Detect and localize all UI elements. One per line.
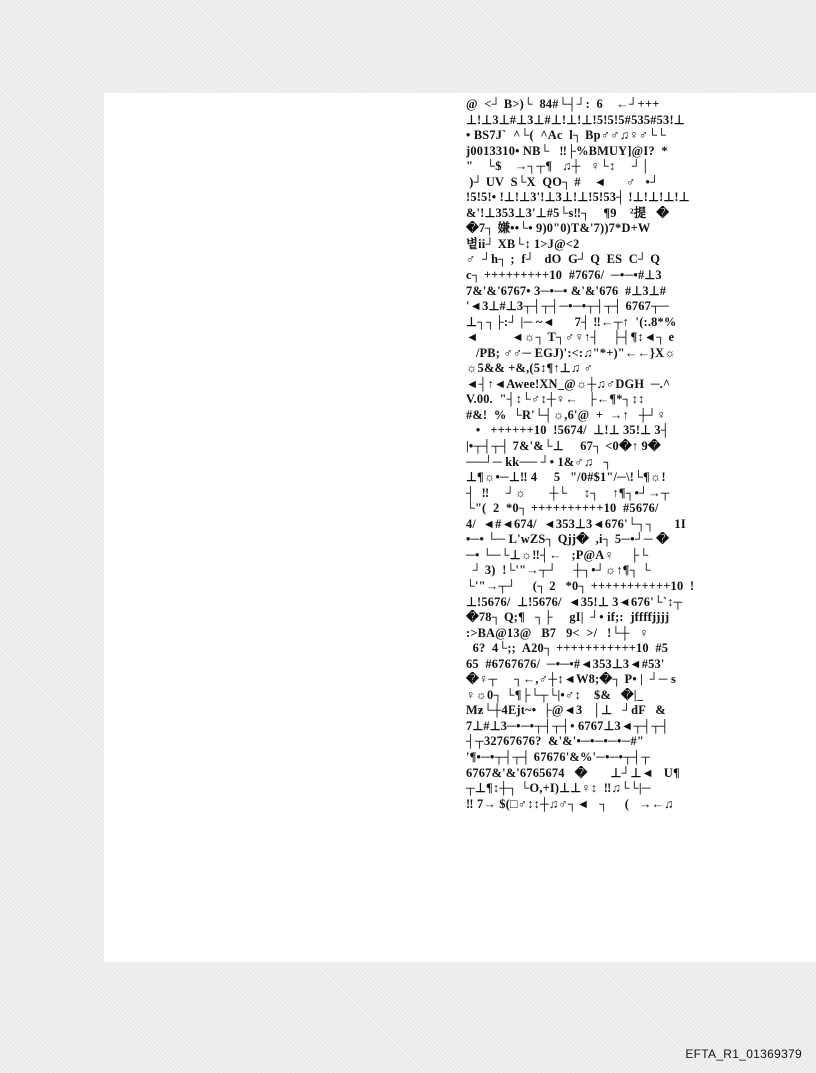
- text-line: ‼ 7→ $(□♂↕↕┼♫♂┐◄ ┐ ( →←♫: [466, 796, 674, 811]
- text-line: •─• └─ L'wZS┐ Qjj� ,i┐ 5─•┘─ �: [466, 532, 669, 547]
- garbled-text-column: [466, 97, 816, 812]
- text-line: ♀☼0┐ └¶├└┬└|•♂↕ $& �|_: [466, 687, 644, 702]
- text-line: �78┐ Q;¶ ┐├ gI| ┘• if;: jffffjjjj: [466, 610, 670, 625]
- text-line: ┤ ‼ ┘☼ ┼└ ↕┐ ↑¶┐•┘→┬: [466, 485, 670, 500]
- text-line: &'!⊥353⊥3'⊥#5└s‼┐ ¶9 ²提 �: [466, 205, 670, 220]
- text-line: ⊥!⊥3⊥#⊥3⊥#⊥!⊥!⊥!5!5!5#535#53!⊥: [466, 112, 685, 127]
- document-page: [104, 93, 816, 962]
- text-line: ⊥¶☼•─⊥‼ 4 5 "/0#$1"/─\!└¶☼!: [466, 470, 666, 485]
- text-line: ┘ 3) !└'"→┬┘ ┼┐•┘☼↑¶┐ └: [466, 563, 651, 578]
- text-line: 볕ii┘ XB└↕ 1>J@<2: [466, 236, 580, 251]
- text-line: 7&'&'6767• 3─•─• &'&'676 #⊥3⊥#: [466, 283, 667, 298]
- text-line: 6767&'&'6765674 � ⊥┘⊥◄ U¶: [466, 765, 680, 780]
- text-line: • ++++++10 !5674/ ⊥!⊥ 35!⊥ 3┤: [466, 423, 670, 438]
- text-line: #&! % └R'└┤☼,6'@ + →↑ ┼┘♀: [466, 407, 667, 422]
- text-line: 7⊥#⊥3─•─•┬┤┬┤• 6767⊥3◄┬┤┬┤: [466, 718, 670, 733]
- text-line: ♂ ┘h┐ ; f┘ dO G┘ Q ES C┘ Q: [466, 252, 661, 267]
- text-line: 6? 4└;; A20┐ +++++++++++10 #5: [466, 641, 669, 656]
- text-line: ☼5&& +&,(5↕¶↑⊥♫ ♂: [466, 361, 594, 376]
- text-line: c┐ +++++++++10 #7676/ ─•─•#⊥3: [466, 268, 662, 283]
- text-line: Mƶ└┼4Ejt~• ├@◄3 │⊥ ┘dF &: [466, 703, 666, 718]
- text-line: j0013310• NB└ ‼├%BMUY]@I? *: [466, 143, 668, 158]
- text-line: ──┘─ kk── ┘• 1&♂♫ ┐: [466, 454, 613, 469]
- bates-number: EFTA_R1_01369379: [685, 1047, 802, 1061]
- text-line: ┬⊥¶↕┼┐ └O,+I)⊥⊥♀↕ ‼♫└└|─: [466, 781, 651, 796]
- text-line: ◄ ◄☼┐ T┐♂♀↑┤ ├┤¶↕◄┐ e: [466, 330, 675, 345]
- text-line: V.00. "┤↕└♂↕┼♀← ├←¶*┐↕↕: [466, 392, 645, 407]
- text-line: :>BA@13@ B7 9< >/ !└┼ ♀: [466, 625, 649, 640]
- text-line: 4/ ◄#◄674/ ◄353⊥3◄676'└┐┐ 1I: [466, 516, 686, 531]
- text-line: �7┐ 嫌••└• 9)0"0)T&'7))7*D+W: [466, 221, 651, 236]
- text-line: ⊥!5676/ ⊥!5676/ ◄35!⊥ 3◄676'└`↕┬: [466, 594, 683, 609]
- text-line: @ <┘ B>)└ 84#└┤┘: 6 ←┘+++: [466, 97, 660, 111]
- text-line: )┘ UV S└X QO┐ # ◄ ♂ •┘: [466, 174, 660, 189]
- text-line: • BS7J` ^└( ^Ac l┐ Bp♂♂♫♀♂└└: [466, 128, 667, 143]
- text-line: ◄┤↑◄Awee!XN_@☼┼♫♂DGH ─.^: [466, 376, 671, 391]
- text-line: ─• └─└⊥☼‼┤← ;P@A♀ ├└: [466, 547, 649, 562]
- text-line: └"( 2 *0┐ ++++++++++10 #5676/: [466, 501, 659, 516]
- text-line: " └$ →┐┬¶ ♫┼ ♀└↕ ┘│: [466, 159, 650, 174]
- text-line: '◄3⊥#⊥3┬┤┬┤─•─•┬┤┬┤ 6767┬─: [466, 299, 669, 314]
- text-line: '¶•─•┬┤┬┤ 67676'&%'─•─•┬┤┬: [466, 749, 651, 764]
- text-line: /PB; ♂♂─ EGJ)':<:♫"*+)"←←}X☼: [466, 345, 676, 360]
- text-line: �♀┬ ┐←,♂┼↕◄W8;�┐ P• | ┘─ s: [466, 672, 676, 687]
- text-line: └'"→┬┘ (┐ 2 *0┐ +++++++++++10 !: [466, 578, 695, 593]
- text-line: |•┬┤┬┤ 7&'&└⊥ 67┐ <0�↑ 9�: [466, 439, 661, 454]
- text-line: 65 #6767676/ ─•─•#◄353⊥3◄#53': [466, 656, 665, 671]
- text-line: ⊥┐┐├:┘ |─ ~◄ 7┤ ‼←┬↑ '(:.8*%: [466, 314, 677, 329]
- text-line: ┤┬32767676? &'&'•─•─•─•─#": [466, 734, 644, 749]
- text-line: !5!5!• !⊥!⊥3'!⊥3⊥!⊥!5!53┤ !⊥!⊥!⊥!⊥: [466, 190, 690, 205]
